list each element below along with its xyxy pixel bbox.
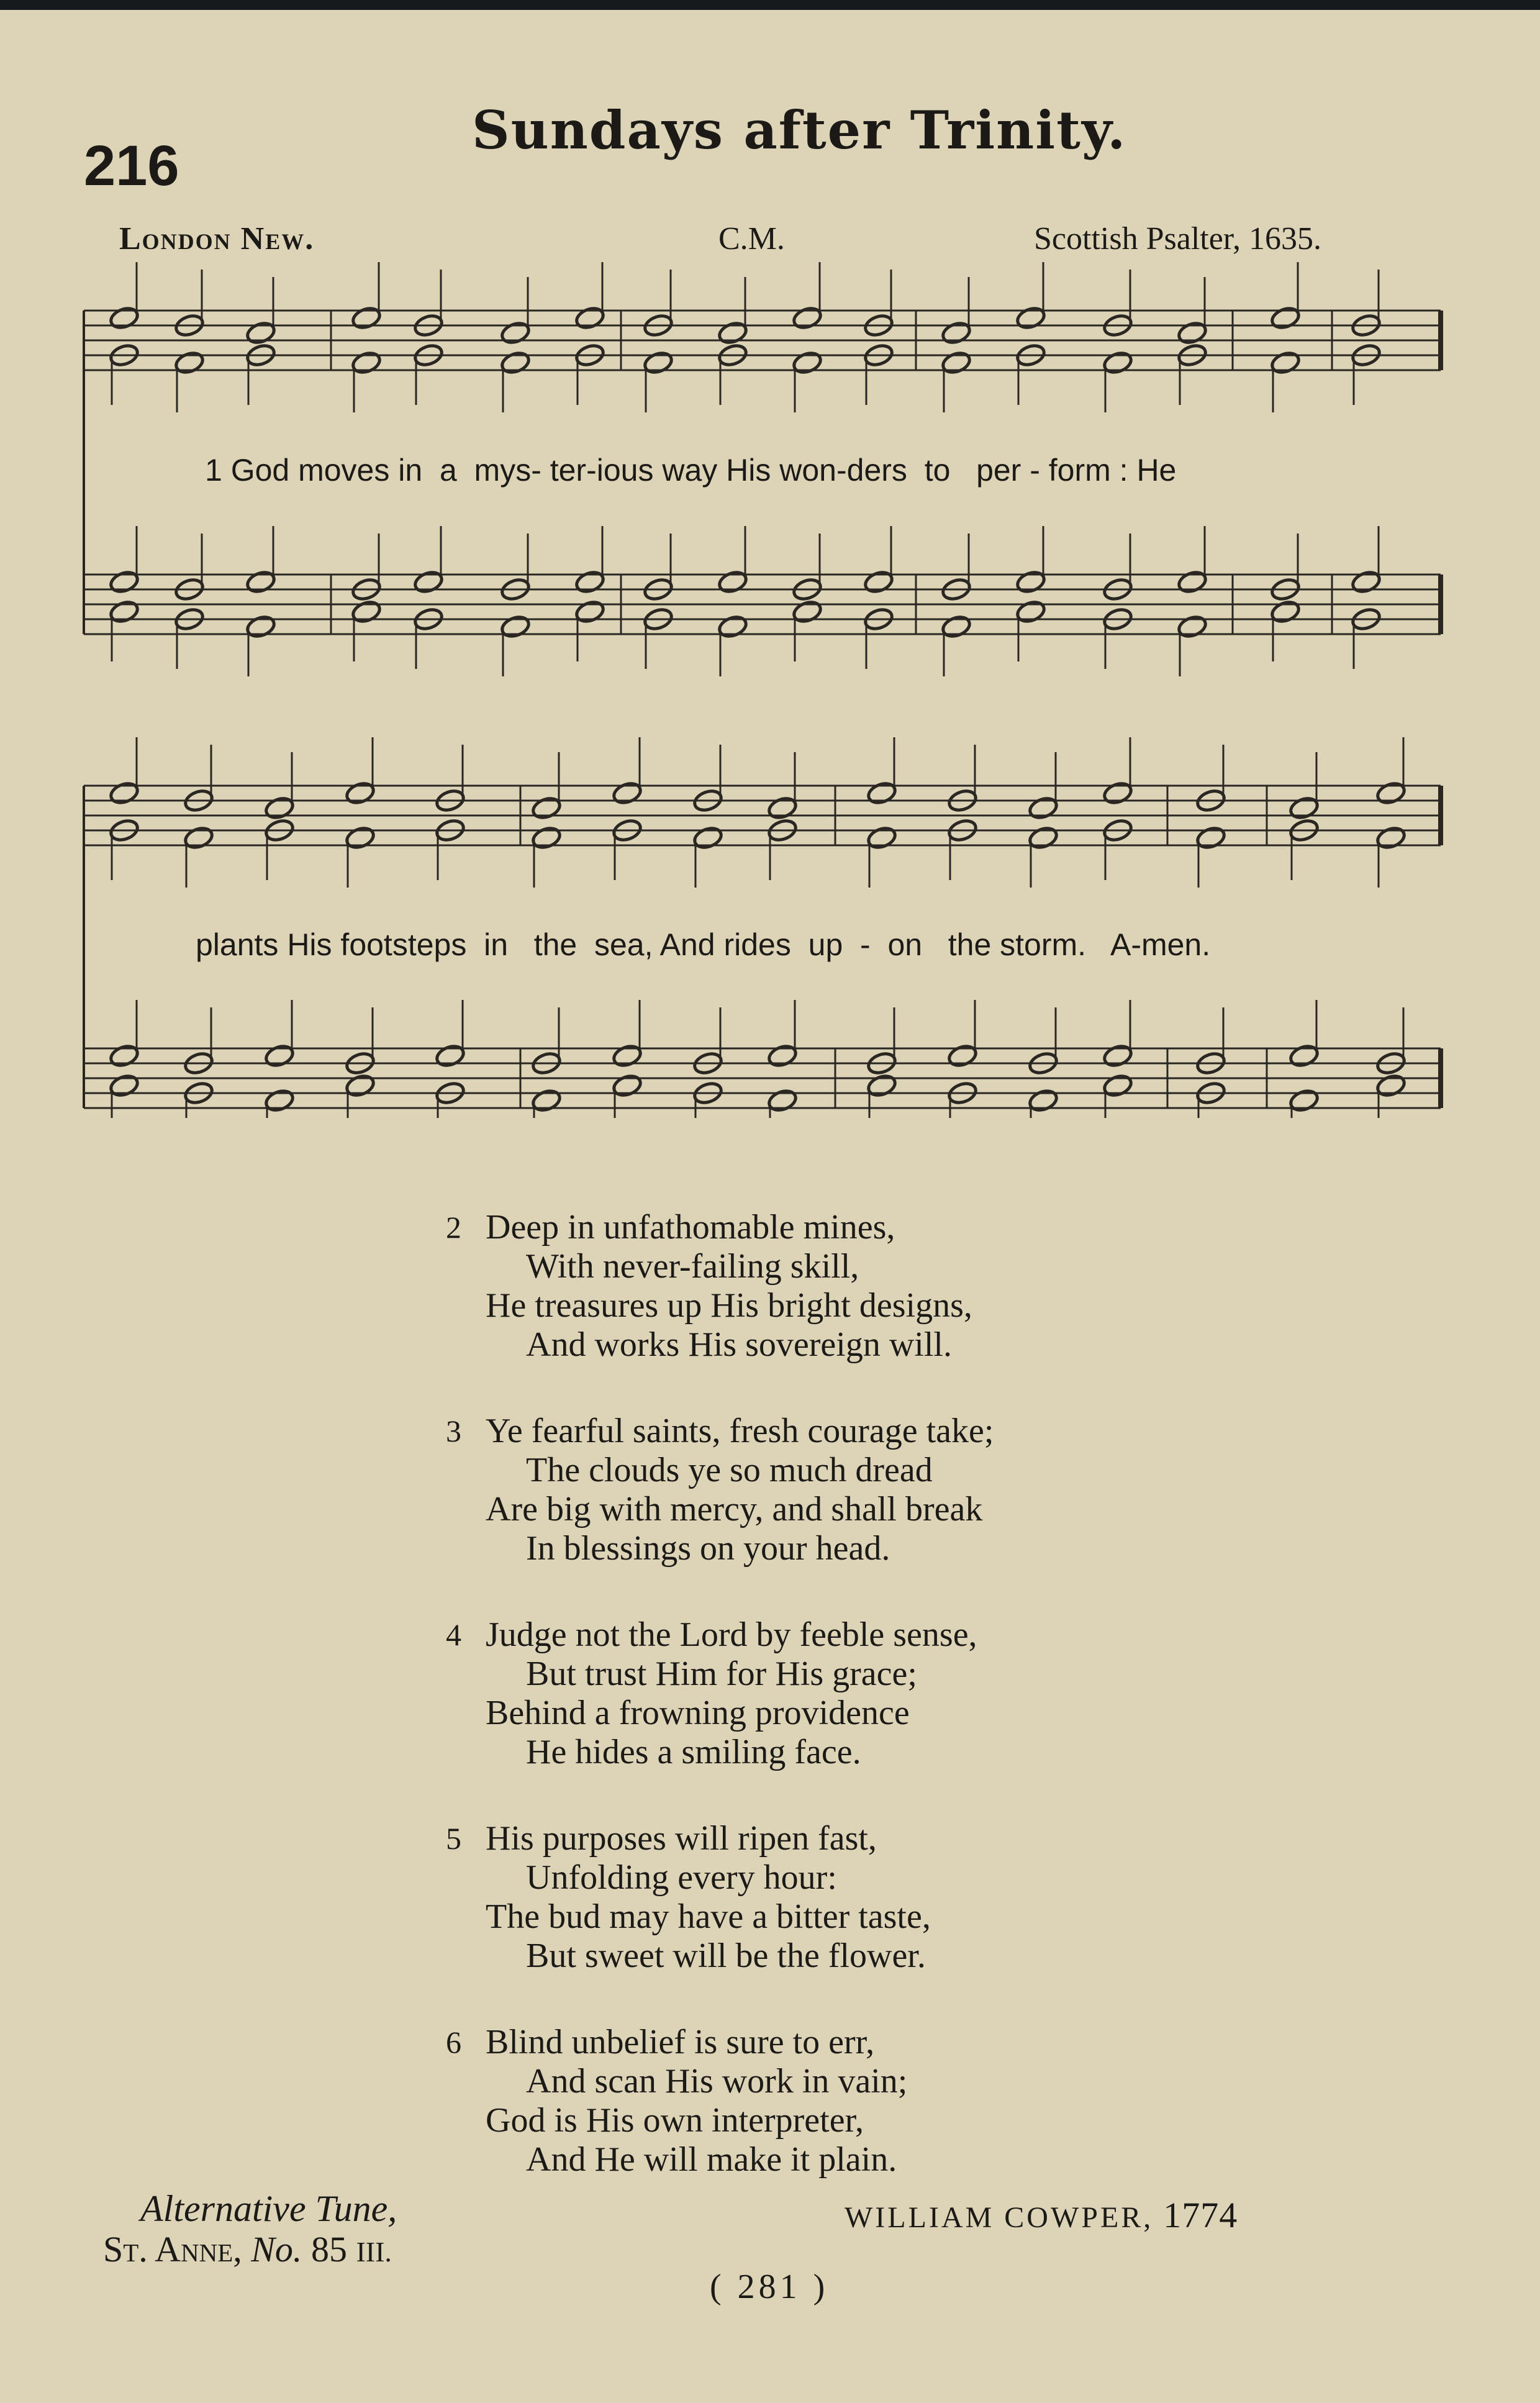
verse-line: God is His own interpreter,: [486, 2101, 864, 2140]
verse-line: His purposes will ripen fast,: [486, 1819, 877, 1858]
note-head: [1270, 305, 1302, 330]
note-head: [345, 780, 376, 806]
note-head: [500, 320, 532, 345]
verse: [435, 1615, 994, 1772]
note-head: [767, 795, 799, 820]
note-head: [174, 350, 206, 375]
hymn-author: [845, 2194, 1238, 2236]
note-head: [351, 350, 383, 375]
note-head: [947, 1043, 979, 1068]
note-head: [500, 350, 532, 375]
author-name: WILLIAM COWPER,: [845, 2201, 1154, 2234]
note-head: [109, 569, 140, 594]
note-head: [245, 320, 277, 345]
note-head: [1028, 795, 1059, 820]
note-head: [1102, 350, 1134, 375]
note-head: [531, 795, 563, 820]
note-head: [1375, 1073, 1407, 1098]
note-head: [767, 1088, 799, 1113]
note-head: [574, 599, 606, 624]
note-head: [413, 569, 445, 594]
note-head: [109, 1043, 140, 1068]
verse-line: Judge not the Lord by feeble sense,: [486, 1615, 977, 1654]
verse-line: Are big with mercy, and shall break: [486, 1490, 983, 1529]
verse: [435, 1819, 994, 1976]
section-title: Sundays after Trinity.: [472, 99, 1127, 161]
note-head: [1102, 1043, 1134, 1068]
note-head: [941, 614, 972, 639]
note-head: [1015, 569, 1047, 594]
alternative-tune-label: Alternative Tune,: [140, 2188, 397, 2229]
verse-line: He treasures up His bright designs,: [486, 1286, 972, 1325]
note-head: [109, 305, 140, 330]
note-head: [1102, 780, 1134, 806]
verse-line: Unfolding every hour:: [526, 1858, 837, 1897]
note-head: [1351, 569, 1382, 594]
author-year: 1774: [1163, 2195, 1238, 2235]
note-head: [435, 1043, 466, 1068]
note-head: [1015, 305, 1047, 330]
note-head: [863, 569, 895, 594]
note-head: [574, 569, 606, 594]
alternative-tune-name: St. Anne,: [103, 2229, 242, 2269]
verse-line: But trust Him for His grace;: [526, 1655, 917, 1693]
note-head: [717, 569, 749, 594]
note-head: [1195, 825, 1227, 850]
verses: [435, 1208, 994, 2227]
note-head: [612, 780, 643, 806]
verse-line: The bud may have a bitter taste,: [486, 1897, 931, 1936]
note-head: [531, 1088, 563, 1113]
alternative-tune-number: 85: [310, 2229, 347, 2269]
tune-source: Scottish Psalter, 1635.: [1034, 221, 1322, 257]
verse-line: And scan His work in vain;: [526, 2062, 908, 2101]
verse-number: 5: [446, 1821, 461, 1856]
note-head: [612, 1073, 643, 1098]
verse-line: The clouds ye so much dread: [526, 1451, 933, 1489]
verse-line: With never-failing skill,: [526, 1247, 859, 1286]
note-head: [1028, 825, 1059, 850]
note-head: [264, 1088, 296, 1113]
verse-line: In blessings on your head.: [526, 1529, 890, 1568]
verse: [435, 1208, 994, 1365]
note-head: [1028, 1088, 1059, 1113]
verse-line: And works His sovereign will.: [526, 1325, 952, 1364]
note-head: [531, 825, 563, 850]
lyrics-line-2: plants His footsteps in the sea, And rides up - on the storm. A-men.: [196, 927, 1211, 962]
verse: [435, 1412, 994, 1568]
verse-line: Behind a frowning providence: [486, 1694, 910, 1732]
note-head: [351, 305, 383, 330]
note-head: [245, 569, 277, 594]
verse-line: Ye fearful saints, fresh courage take;: [486, 1412, 994, 1450]
note-head: [345, 1073, 376, 1098]
note-head: [866, 780, 898, 806]
note-head: [692, 825, 724, 850]
verse-line: And He will make it plain.: [526, 2140, 897, 2179]
alternative-tune: [103, 2228, 392, 2270]
note-head: [1102, 1073, 1134, 1098]
note-head: [351, 599, 383, 624]
note-head: [792, 599, 823, 624]
verse-line: He hides a smiling face.: [526, 1733, 861, 1771]
lyrics-line-1: 1 God moves in a mys- ter-ious way His won-ders to per - form : He: [205, 453, 1177, 488]
note-head: [1375, 780, 1407, 806]
note-head: [1015, 599, 1047, 624]
note-head: [717, 320, 749, 345]
verse-line: Deep in unfathomable mines,: [486, 1208, 895, 1247]
note-head: [792, 350, 823, 375]
note-head: [866, 825, 898, 850]
note-head: [941, 350, 972, 375]
note-head: [183, 825, 215, 850]
note-head: [264, 1043, 296, 1068]
note-head: [941, 320, 972, 345]
note-head: [264, 795, 296, 820]
alternative-tune-no-label: No.: [251, 2229, 302, 2269]
note-head: [1270, 599, 1302, 624]
note-head: [643, 350, 674, 375]
meter: C.M.: [718, 221, 785, 257]
note-head: [1270, 350, 1302, 375]
note-head: [109, 780, 140, 806]
note-head: [245, 614, 277, 639]
note-head: [792, 305, 823, 330]
note-head: [345, 825, 376, 850]
note-head: [109, 1073, 140, 1098]
note-head: [767, 1043, 799, 1068]
verse-number: 3: [446, 1414, 461, 1448]
note-head: [500, 614, 532, 639]
note-head: [1177, 320, 1208, 345]
verse-number: 4: [446, 1617, 461, 1652]
note-head: [717, 614, 749, 639]
verse-number: 6: [446, 2025, 461, 2060]
verse-number: 2: [446, 1210, 461, 1245]
verse-line: But sweet will be the flower.: [526, 1937, 926, 1975]
note-head: [612, 1043, 643, 1068]
note-head: [1289, 1043, 1320, 1068]
note-head: [1289, 795, 1320, 820]
note-head: [109, 599, 140, 624]
note-head: [1177, 614, 1208, 639]
page-number: ( 281 ): [710, 2268, 829, 2306]
note-head: [866, 1073, 898, 1098]
alternative-tune-part: III.: [356, 2236, 392, 2268]
note-head: [1375, 825, 1407, 850]
verse-line: Blind unbelief is sure to err,: [486, 2023, 875, 2061]
note-head: [1289, 1088, 1320, 1113]
note-head: [1177, 569, 1208, 594]
tune-name: London New.: [119, 221, 315, 257]
note-head: [574, 305, 606, 330]
verse: [435, 2023, 994, 2179]
hymn-number: 216: [84, 134, 179, 198]
